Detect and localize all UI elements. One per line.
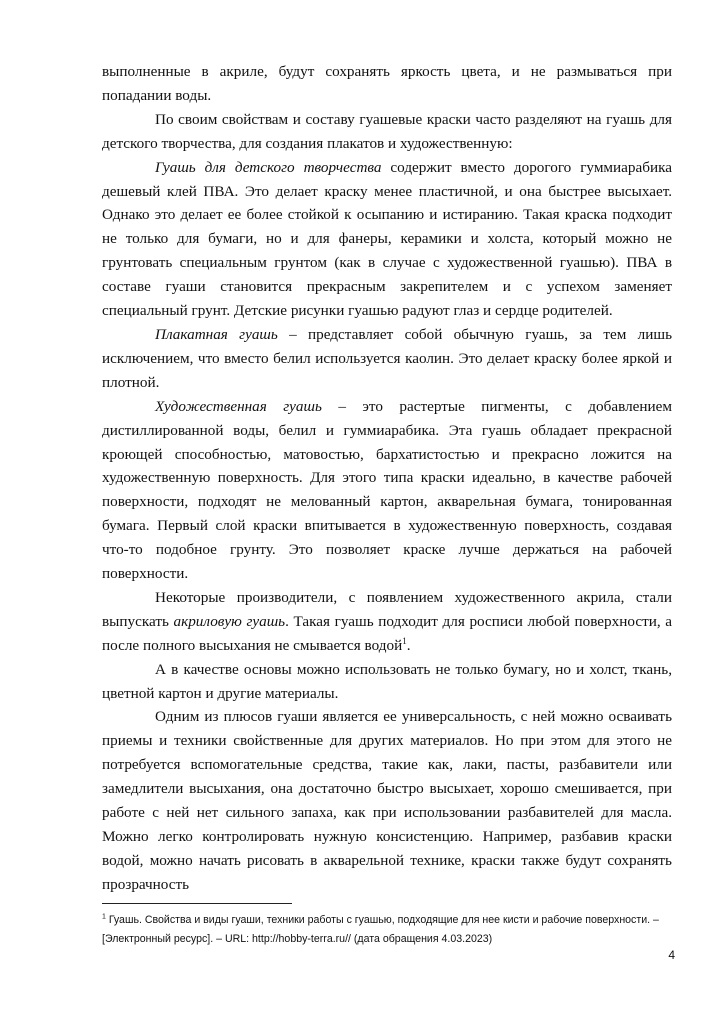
footnote-reference[interactable]: 1 [402, 635, 407, 646]
paragraph-5-text: – это растертые пигменты, с добавлением дистиллированной воды, белил и гуммиарабика. Эта гуашь обладает прекрасной кроющей способностью, матовостью, бархатистостью и прекрасно ложится на художественную поверхность. Для этого типа краски идеально, в качестве рабочей поверхности, подходят не мелованный картон, акварельная бумага, тонированная бумага. Первый слой краски впитывается в художественную поверхность, создавая что-то подобное грунту. Это позволяет краске лучше держаться на рабочей поверхности. [102, 397, 672, 583]
paragraph-7 [102, 658, 672, 706]
page-body [102, 60, 672, 897]
page-number: 4 [668, 948, 675, 962]
paragraph-8-text: Одним из плюсов гуаши является ее универсальность, с ней можно осваивать приемы и техники свойственные для других материалов. Но при этом для этого не потребуется вспомогательные средства, такие как, лаки, пасты, разбавители или замедлители высыхания, она достаточно быстро высыхает, хорошо смешивается, при работе с ней нет сильного запаха, как при использовании разбавителей для масла. Можно легко контролировать нужную консистенцию. Например, разбавив краски водой, можно начать рисовать в акварельной технике, краски также будут сохранять прозрачность [102, 708, 672, 893]
term-children-gouache: Гуашь для детского творчества [155, 158, 382, 176]
paragraph-acrylic-gouache [102, 586, 672, 658]
paragraph-1-text: выполненные в акриле, будут сохранять яркость цвета, и не размываться при попадании воды. [102, 63, 672, 104]
paragraph-7-text: А в качестве основы можно использовать не только бумагу, но и холст, ткань, цветной картон и другие материалы. [102, 660, 672, 702]
footnote-text: Гуашь. Свойства и виды гуаши, техники работы с гуашью, подходящие для нее кисти и рабочие поверхности. – [Электронный ресурс]. – URL: http://hobby-terra.ru// (дата обращения 4.03.2023) [102, 914, 659, 945]
paragraph-6-before: Некоторые производители, с появлением художественного акрила, стали выпускать [102, 588, 672, 630]
paragraph-art-gouache [102, 395, 672, 586]
paragraph-2 [102, 108, 672, 156]
paragraph-6-after: . [406, 636, 411, 654]
paragraph-poster-gouache [102, 323, 672, 395]
paragraph-children-gouache [102, 156, 672, 323]
footnote [102, 911, 672, 949]
paragraph-1 [102, 60, 672, 108]
paragraph-8 [102, 705, 672, 896]
paragraph-4-text: – представляет собой обычную гуашь, за тем лишь исключением, что вместо белил используется каолин. Это делает краску более яркой и плотной. [102, 325, 673, 391]
term-acrylic-gouache: акриловую гуашь [173, 612, 286, 630]
term-art-gouache: Художественная гуашь [155, 397, 322, 415]
term-poster-gouache: Плакатная гуашь [155, 325, 278, 343]
footnote-number: 1 [102, 913, 106, 921]
paragraph-6-text: . Такая гуашь подходит для росписи любой поверхности, а после полного высыхания не смывается водой [102, 612, 672, 654]
paragraph-2-text: По своим свойствам и составу гуашевые краски часто разделяют на гуашь для детского творчества, для создания плакатов и художественную: [102, 110, 672, 152]
paragraph-3-text: содержит вместо дорогого гуммиарабика дешевый клей ПВА. Это делает краску менее пластичной, и она быстрее высыхает. Однако это делает ее более стойкой к осыпанию и истиранию. Такая краска подходит не только для бумаги, но и для фанеры, керамики и холста, который можно не грунтовать специальным грунтом (как в случае с художественной гуашью). ПВА в составе гуаши становится прекрасным закрепителем и с успехом заменяет специальный грунт. Детские рисунки гуашью радуют глаз и сердце родителей. [102, 158, 672, 320]
footnote-separator [102, 903, 292, 904]
